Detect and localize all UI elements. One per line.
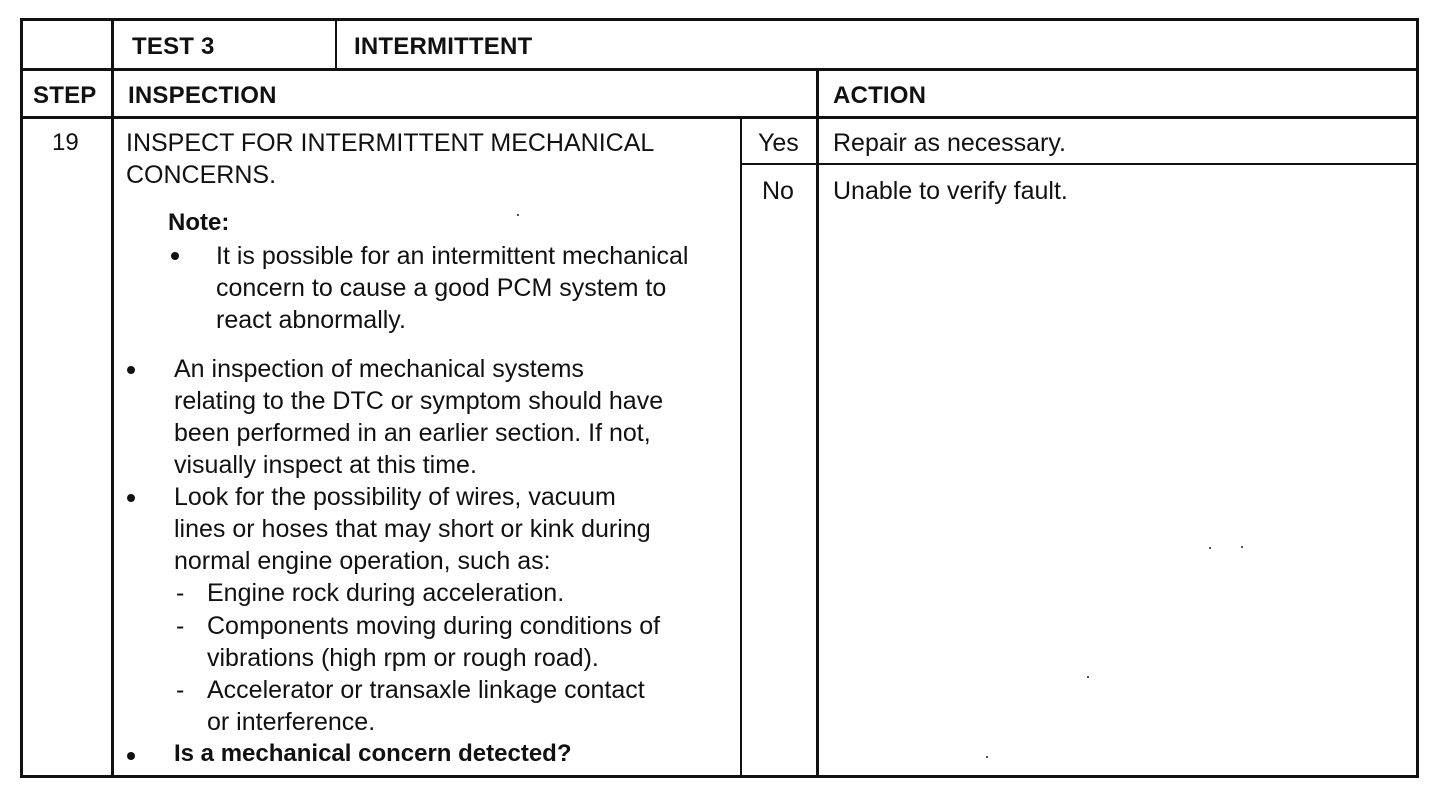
answer-no: No: [762, 177, 794, 205]
bullet-icon: [127, 366, 135, 374]
dash-item-line: vibrations (high rpm or rough road).: [207, 644, 599, 672]
bullet-icon: [127, 494, 135, 502]
step-number: 19: [52, 129, 79, 156]
test-label-divider-left: [111, 18, 114, 68]
column-header-inspection: INSPECTION: [128, 82, 277, 109]
dash-item-line: or interference.: [207, 708, 376, 736]
column-header-action: ACTION: [833, 82, 927, 109]
bullet1-line: An inspection of mechanical systems: [174, 355, 584, 383]
scan-speck: [1241, 546, 1243, 548]
test-label: TEST 3: [132, 33, 215, 60]
bullet1-line: visually inspect at this time.: [174, 451, 477, 479]
dash-marker: -: [176, 579, 185, 607]
bullet2-line: Look for the possibility of wires, vacuum: [174, 483, 616, 511]
scan-speck: [1209, 547, 1211, 549]
dash-item-line: Components moving during conditions of: [207, 612, 661, 640]
note-bullet-icon: [171, 252, 179, 260]
bullet1-line: relating to the DTC or symptom should have: [174, 387, 664, 415]
scan-speck: [517, 214, 519, 216]
step-column-divider: [111, 68, 114, 778]
inspection-title-line2: CONCERNS.: [126, 161, 277, 189]
note-line: It is possible for an intermittent mechanical: [216, 242, 689, 270]
action-column-divider: [816, 68, 819, 778]
dash-item-line: Accelerator or transaxle linkage contact: [207, 676, 645, 704]
answer-divider: [741, 163, 1419, 165]
inspection-title-line1: INSPECT FOR INTERMITTENT MECHANICAL: [126, 129, 655, 157]
note-label: Note:: [168, 209, 230, 236]
test-title: INTERMITTENT: [354, 33, 533, 60]
scan-speck: [1087, 676, 1089, 678]
bullet2-line: normal engine operation, such as:: [174, 547, 551, 575]
note-line: concern to cause a good PCM system to: [216, 274, 667, 302]
test-label-divider-right: [335, 18, 337, 68]
answer-yes: Yes: [758, 129, 799, 157]
action-no: Unable to verify fault.: [833, 177, 1068, 205]
question-text: Is a mechanical concern detected?: [174, 740, 572, 767]
bullet1-line: been performed in an earlier section. If not,: [174, 419, 651, 447]
bullet-icon: [127, 752, 135, 760]
action-yes: Repair as necessary.: [833, 129, 1066, 157]
column-header-step: STEP: [33, 82, 97, 109]
note-line: react abnormally.: [216, 306, 406, 334]
column-header-divider: [20, 116, 1419, 119]
header-divider: [20, 68, 1419, 71]
bullet2-line: lines or hoses that may short or kink during: [174, 515, 651, 543]
answer-column-divider: [740, 116, 742, 778]
dash-marker: -: [176, 676, 185, 704]
dash-marker: -: [176, 612, 185, 640]
scan-speck: [986, 756, 988, 758]
dash-item-line: Engine rock during acceleration.: [207, 579, 565, 607]
